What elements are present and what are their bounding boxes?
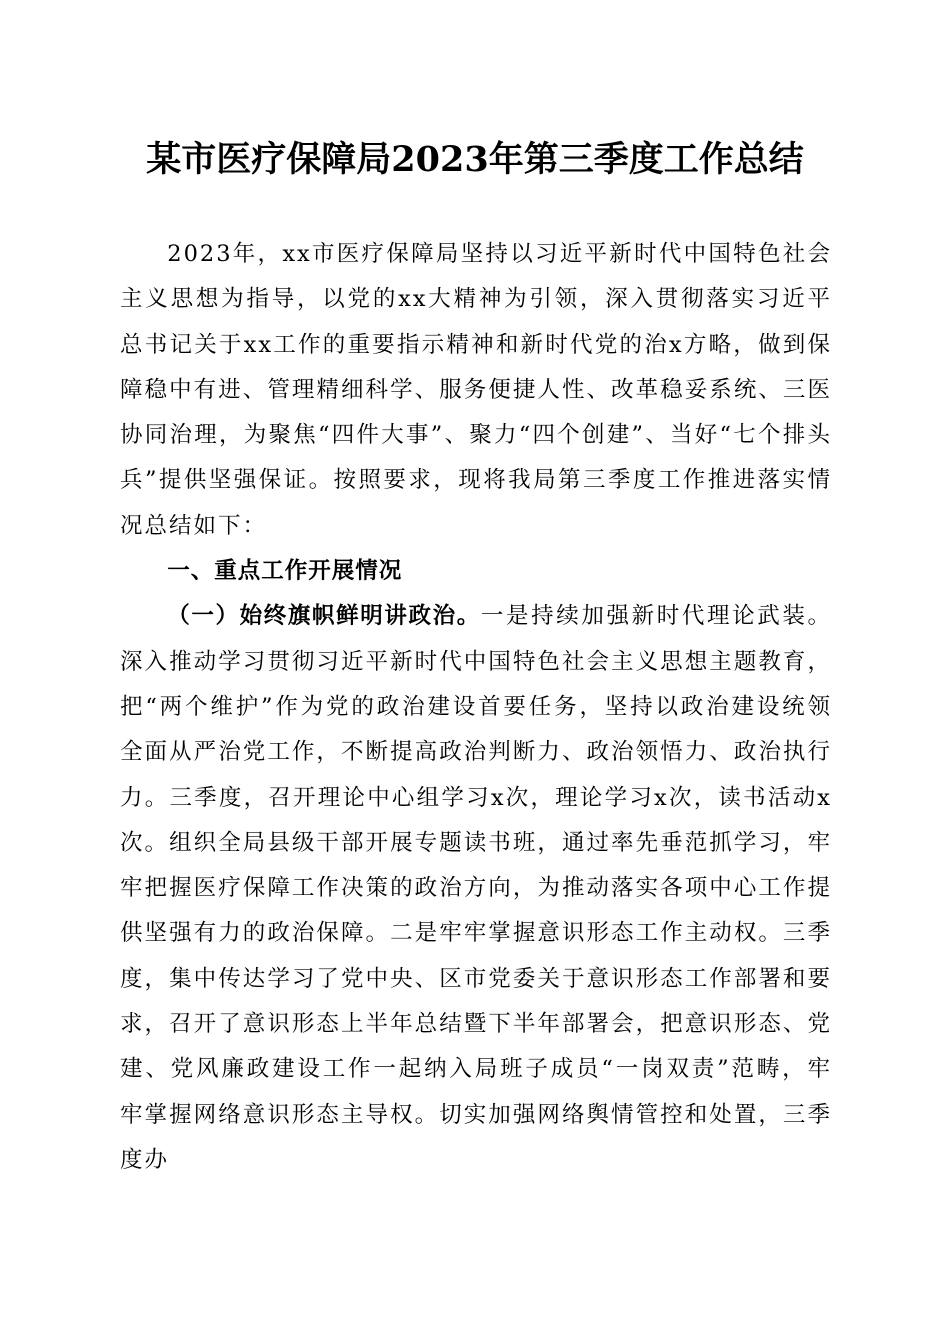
subsection-paragraph-politics	[120, 594, 832, 1183]
section-heading-key-work: 一、重点工作开展情况	[167, 558, 403, 585]
document-title: 某市医疗保障局2023年第三季度工作总结	[146, 139, 804, 180]
document-body	[120, 232, 832, 1183]
intro-paragraph: 2023年，xx市医疗保障局坚持以习近平新时代中国特色社会主义思想为指导，以党的xx大精神为引领，深入贯彻落实习近平总书记关于xx工作的重要指示精神和新时代党的治x方略，做到保障稳中有进、管理精细科学、服务便捷人性、改革稳妥系统、三医协同治理，为聚焦“四件大事”、聚力“四个创建”、当好“七个排头兵”提供坚强保证。按照要求，现将我局第三季度工作推进落实情况总结如下：	[120, 241, 832, 539]
subsection-heading-politics: （一）始终旗帜鲜明讲政治。	[167, 603, 481, 630]
subsection-body-politics: 一是持续加强新时代理论武装。深入推动学习贯彻习近平新时代中国特色社会主义思想主题教育，把“两个维护”作为党的政治建设首要任务，坚持以政治建设统领全面从严治党工作，不断提高政治判断力、政治领悟力、政治执行力。三季度，召开理论中心组学习x次，理论学习x次，读书活动x次。组织全局县级干部开展专题读书班，通过率先垂范抓学习，牢牢把握医疗保障工作决策的政治方向，为推动落实各项中心工作提供坚强有力的政治保障。二是牢牢掌握意识形态工作主动权。三季度，集中传达学习了党中央、区市党委关于意识形态工作部署和要求，召开了意识形态上半年总结暨下半年部署会，把意识形态、党建、党风廉政建设工作一起纳入局班子成员“一岗双责”范畴，牢牢掌握网络意识形态主导权。切实加强网络舆情管控和处置，三季度办	[120, 603, 832, 1173]
